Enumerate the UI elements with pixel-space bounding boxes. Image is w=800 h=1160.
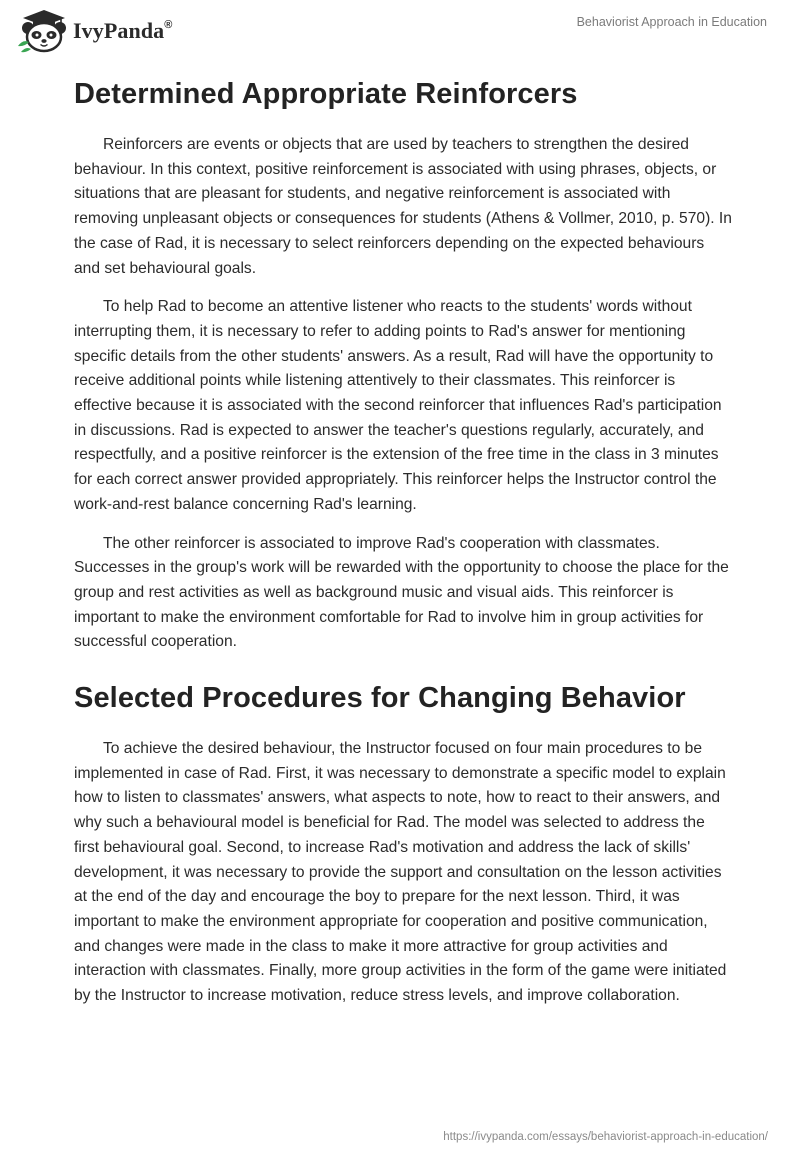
paragraph: Reinforcers are events or objects that are used by teachers to strengthen the desired behaviour. In this context, positive reinforcement is associated with using phrases, objects, or situations that are pleasant for students, and negative reinforcement is associated with removing unpleasant objects or consequences for students (Athens & Vollmer, 2010, p. 570). In the case of Rad, it is necessary to select reinforcers depending on the expected behaviours and set behavioural goals. bbox=[74, 136, 732, 277]
document-title: Behaviorist Approach in Education bbox=[576, 15, 767, 29]
ivypanda-logo[interactable] bbox=[16, 9, 186, 53]
logo-text: IvyPanda® bbox=[73, 18, 173, 43]
page-header bbox=[0, 0, 800, 62]
section-heading: Selected Procedures for Changing Behavior bbox=[74, 682, 686, 715]
paragraph: The other reinforcer is associated to improve Rad's cooperation with classmates. Successes in the group's work will be rewarded with the opportunity to choose the place for the group and rest activities as well as background music and visual aids. This reinforcer is important to make the environment comfortable for Rad to involve him in group activities for successful cooperation. bbox=[74, 534, 729, 651]
registered-mark: ® bbox=[164, 19, 173, 31]
source-url-link[interactable]: https://ivypanda.com/essays/behaviorist-approach-in-education/ bbox=[443, 1131, 768, 1143]
panda-graduate-icon bbox=[16, 9, 72, 53]
section-heading: Determined Appropriate Reinforcers bbox=[74, 78, 578, 110]
paragraph: To help Rad to become an attentive listener who reacts to the students' words without interrupting them, it is necessary to refer to adding points to Rad's answer for mentioning specific details from the other students' answers. As a result, Rad will have the opportunity to receive additional points while listening attentively to their classmates. This reinforcer is effective because it is associated with the second reinforcer that influences Rad's participation in discussions. Rad is expected to answer the teacher's questions regularly, accurately, and respectfully, and a positive reinforcer is the extension of the free time in the class in 3 minutes for each correct answer provided appropriately. This reinforcer helps the Instructor control the work-and-rest balance concerning Rad's learning. bbox=[74, 298, 722, 513]
essay-content bbox=[74, 70, 734, 1023]
paragraph: To achieve the desired behaviour, the Instructor focused on four main procedures to be implemented in case of Rad. First, it was necessary to demonstrate a specific model to explain how to listen to classmates' answers, what aspects to note, how to react to their answers, and why such a behavioural model is beneficial for Rad. The model was selected to address the first behavioural goal. Second, to increase Rad's motivation and address the lack of skills' development, it was necessary to provide the support and consultation on the lesson activities at the end of the day and encourage the boy to prepare for the next lesson. Third, it was important to make the environment appropriate for cooperation and positive communication, and changes were made in the class to make it more attractive for group activities and interaction with classmates. Finally, more group activities in the form of the game were initiated by the Instructor to increase motivation, reduce stress levels, and improve collaboration. bbox=[74, 740, 727, 1005]
